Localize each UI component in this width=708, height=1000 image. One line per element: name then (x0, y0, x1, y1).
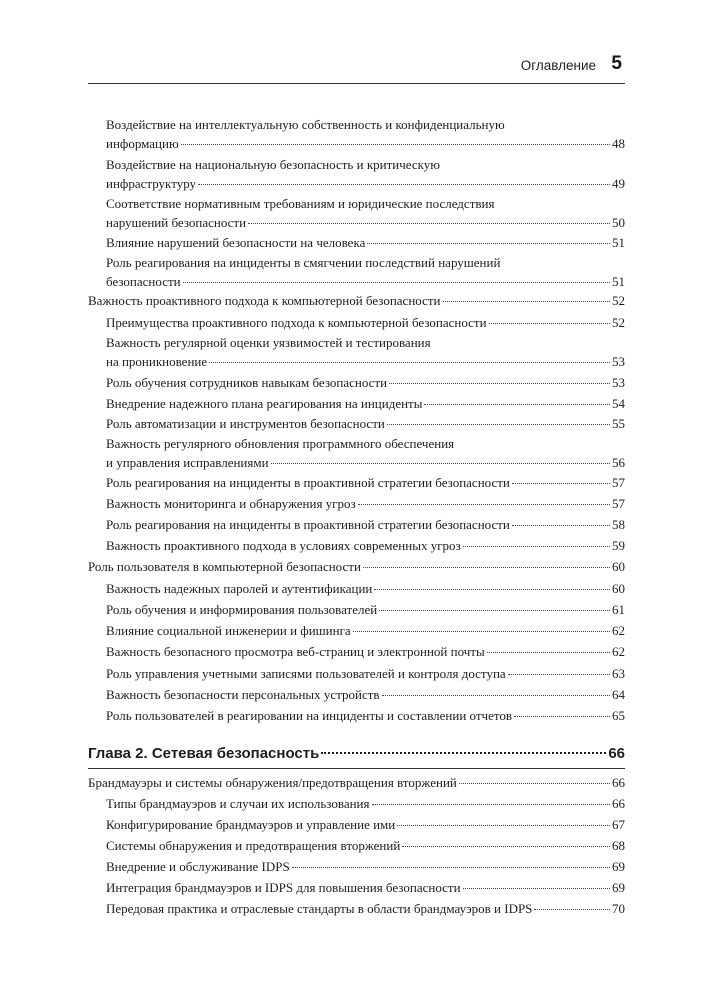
toc-entry[interactable] (106, 374, 625, 393)
toc-entry-text: Типы брандмауэров и случаи их использования (106, 796, 370, 811)
toc-entry[interactable] (106, 116, 625, 153)
dot-leader (321, 752, 606, 754)
toc-entry-text-line1: Воздействие на национальную безопасность и критическую (106, 157, 440, 172)
toc-entry-page: 51 (612, 273, 625, 289)
toc-entry-page: 53 (612, 375, 625, 390)
toc-entry[interactable] (106, 537, 625, 556)
toc-entry[interactable] (106, 900, 625, 919)
toc-entry-page: 66 (612, 796, 625, 811)
dot-leader (463, 888, 610, 889)
running-title: Оглавление (520, 58, 596, 73)
toc-entry-text: Системы обнаружения и предотвращения вторжений (106, 838, 401, 853)
toc-entry[interactable] (106, 837, 625, 856)
toc-entry[interactable] (106, 334, 625, 371)
toc-entry-text: Важность безопасности персональных устройств (106, 687, 380, 702)
toc-entry-text: Роль пользователей в реагировании на инциденты и составлении отчетов (106, 708, 513, 723)
toc-entry[interactable] (88, 292, 625, 311)
toc-entry-text: Внедрение и обслуживание IDPS (106, 859, 290, 874)
toc-entry[interactable] (106, 879, 625, 898)
toc-entry[interactable] (88, 774, 625, 793)
chapter-heading[interactable] (88, 745, 625, 762)
toc-entry-text: Влияние нарушений безопасности на человека (106, 235, 366, 250)
dot-leader (514, 716, 610, 717)
toc-entry-page: 53 (612, 353, 625, 369)
toc-entry-page: 70 (612, 901, 625, 916)
toc-entry-text: Роль пользователя в компьютерной безопасности (88, 559, 361, 574)
toc-entry[interactable] (106, 665, 625, 684)
dot-leader (379, 610, 610, 611)
toc-entry-page: 57 (612, 475, 625, 490)
dot-leader (382, 695, 610, 696)
toc-entry-text: Важность безопасного просмотра веб-страниц и электронной почты (106, 644, 485, 659)
dot-leader (374, 589, 610, 590)
toc-entry-page: 60 (612, 559, 625, 574)
toc-entry-page: 69 (612, 880, 625, 895)
toc-entry-text: безопасности (106, 273, 181, 289)
dot-leader (512, 525, 610, 526)
dot-leader (181, 144, 610, 145)
toc-entry-text: Важность проактивного подхода к компьютерной безопасности (88, 293, 441, 308)
dot-leader (363, 567, 610, 568)
toc-entry[interactable] (106, 314, 625, 333)
toc-entry-page: 63 (612, 666, 625, 681)
toc-entry-page: 48 (612, 135, 625, 151)
toc-entry-page: 54 (612, 396, 625, 411)
toc-entry[interactable] (106, 435, 625, 472)
toc-entry-text-line1: Воздействие на интеллектуальную собственность и конфиденциальную (106, 117, 505, 132)
toc-entry[interactable] (106, 195, 625, 232)
chapter-rule (88, 768, 625, 769)
dot-leader (271, 463, 610, 464)
dot-leader (358, 504, 610, 505)
toc-entry-text: Роль управления учетными записями пользователей и контроля доступа (106, 666, 506, 681)
dot-leader (424, 404, 610, 405)
toc-entry-text: Роль автоматизации и инструментов безопасности (106, 416, 385, 431)
toc-entry-text: Важность мониторинга и обнаружения угроз (106, 496, 356, 511)
dot-leader (512, 483, 610, 484)
toc-entry[interactable] (106, 254, 625, 291)
toc-entry-page: 58 (612, 517, 625, 532)
dot-leader (372, 804, 611, 805)
dot-leader (209, 362, 610, 363)
toc-entry-text: нарушений безопасности (106, 214, 247, 230)
toc-entry-text-line1: Важность регулярной оценки уязвимостей и тестирования (106, 335, 431, 350)
toc-entry-page: 68 (612, 838, 625, 853)
toc-entry[interactable] (88, 558, 625, 577)
toc-entry-page: 61 (612, 602, 625, 617)
toc-entry-page: 57 (612, 496, 625, 511)
toc-entry-text: Важность надежных паролей и аутентификации (106, 581, 373, 596)
toc-entry[interactable] (106, 415, 625, 434)
toc-entry-text-line1: Роль реагирования на инциденты в смягчении последствий нарушений (106, 255, 501, 270)
toc-entry-text: Брандмауэры и системы обнаружения/предотвращения вторжений (88, 775, 457, 790)
toc-entry-text: Роль обучения сотрудников навыкам безопасности (106, 375, 388, 390)
toc-entry-page: 55 (612, 416, 625, 431)
toc-entry[interactable] (106, 707, 625, 726)
toc-entry[interactable] (106, 156, 625, 193)
toc-entry-text: Преимущества проактивного подхода к компьютерной безопасности (106, 315, 487, 330)
toc-entry[interactable] (106, 686, 625, 705)
dot-leader (508, 674, 610, 675)
page-number: 5 (611, 53, 622, 74)
dot-leader (463, 546, 610, 547)
toc-entry-page: 56 (612, 454, 625, 470)
toc-entry-page: 60 (612, 581, 625, 596)
toc-entry-text: Внедрение надежного плана реагирования на инциденты (106, 396, 423, 411)
dot-leader (489, 323, 610, 324)
chapter-title: Глава 2. Сетевая безопасность (88, 745, 320, 762)
toc-entry-text: Роль реагирования на инциденты в проактивной стратегии безопасности (106, 475, 510, 490)
dot-leader (397, 825, 610, 826)
toc-entry-text: Влияние социальной инженерии и фишинга (106, 623, 351, 638)
toc-entry[interactable] (106, 643, 625, 662)
toc-entry[interactable] (106, 234, 625, 253)
toc-entry[interactable] (106, 601, 625, 620)
toc-entry-page: 52 (612, 315, 625, 330)
dot-leader (459, 783, 610, 784)
toc-entry-page: 59 (612, 538, 625, 553)
toc-entry-text: Важность проактивного подхода в условиях современных угроз (106, 538, 461, 553)
dot-leader (292, 867, 610, 868)
dot-leader (367, 243, 610, 244)
toc-entry-page: 62 (612, 644, 625, 659)
dot-leader (487, 652, 610, 653)
dot-leader (353, 631, 610, 632)
chapter-page: 66 (608, 745, 625, 762)
toc-entry[interactable] (106, 516, 625, 535)
toc-entry[interactable] (106, 858, 625, 877)
toc-entry[interactable] (106, 816, 625, 835)
toc-entry-page: 49 (612, 175, 625, 191)
toc-entry-text: на проникновение (106, 353, 208, 369)
toc-entry-page: 69 (612, 859, 625, 874)
dot-leader (198, 184, 610, 185)
toc-entry-text: информацию (106, 135, 179, 151)
toc-entry[interactable] (106, 622, 625, 641)
toc-entry-text-line1: Важность регулярного обновления программного обеспечения (106, 436, 455, 451)
dot-leader (183, 282, 610, 283)
toc-entry[interactable] (106, 580, 625, 599)
toc-entry-text: Роль реагирования на инциденты в проактивной стратегии безопасности (106, 517, 510, 532)
toc-entry-page: 52 (612, 293, 625, 308)
toc-entry-text-line1: Соответствие нормативным требованиям и юридические последствия (106, 196, 495, 211)
toc-entry[interactable] (106, 395, 625, 414)
toc-entry-page: 66 (612, 775, 625, 790)
toc-entry-page: 50 (612, 214, 625, 230)
dot-leader (402, 846, 610, 847)
toc-entry-text: и управления исправлениями (106, 454, 269, 470)
toc-entry-text: Интеграция брандмауэров и IDPS для повышения безопасности (106, 880, 461, 895)
toc-entry-text: Передовая практика и отраслевые стандарты в области брандмауэров и IDPS (106, 901, 533, 916)
toc-entry-page: 64 (612, 687, 625, 702)
toc-entry-page: 67 (612, 817, 625, 832)
toc-entry-page: 65 (612, 708, 625, 723)
dot-leader (248, 223, 610, 224)
toc-entry-page: 62 (612, 623, 625, 638)
toc-entry-text: Конфигурирование брандмауэров и управление ими (106, 817, 396, 832)
toc-entry[interactable] (106, 795, 625, 814)
dot-leader (387, 424, 610, 425)
dot-leader (534, 909, 610, 910)
toc-entry[interactable] (106, 474, 625, 493)
toc-entry[interactable] (106, 495, 625, 514)
toc-entry-page: 51 (612, 235, 625, 250)
toc-entry-text: инфраструктуру (106, 175, 197, 191)
toc-entry-text: Роль обучения и информирования пользователей (106, 602, 378, 617)
dot-leader (443, 301, 610, 302)
dot-leader (389, 383, 610, 384)
